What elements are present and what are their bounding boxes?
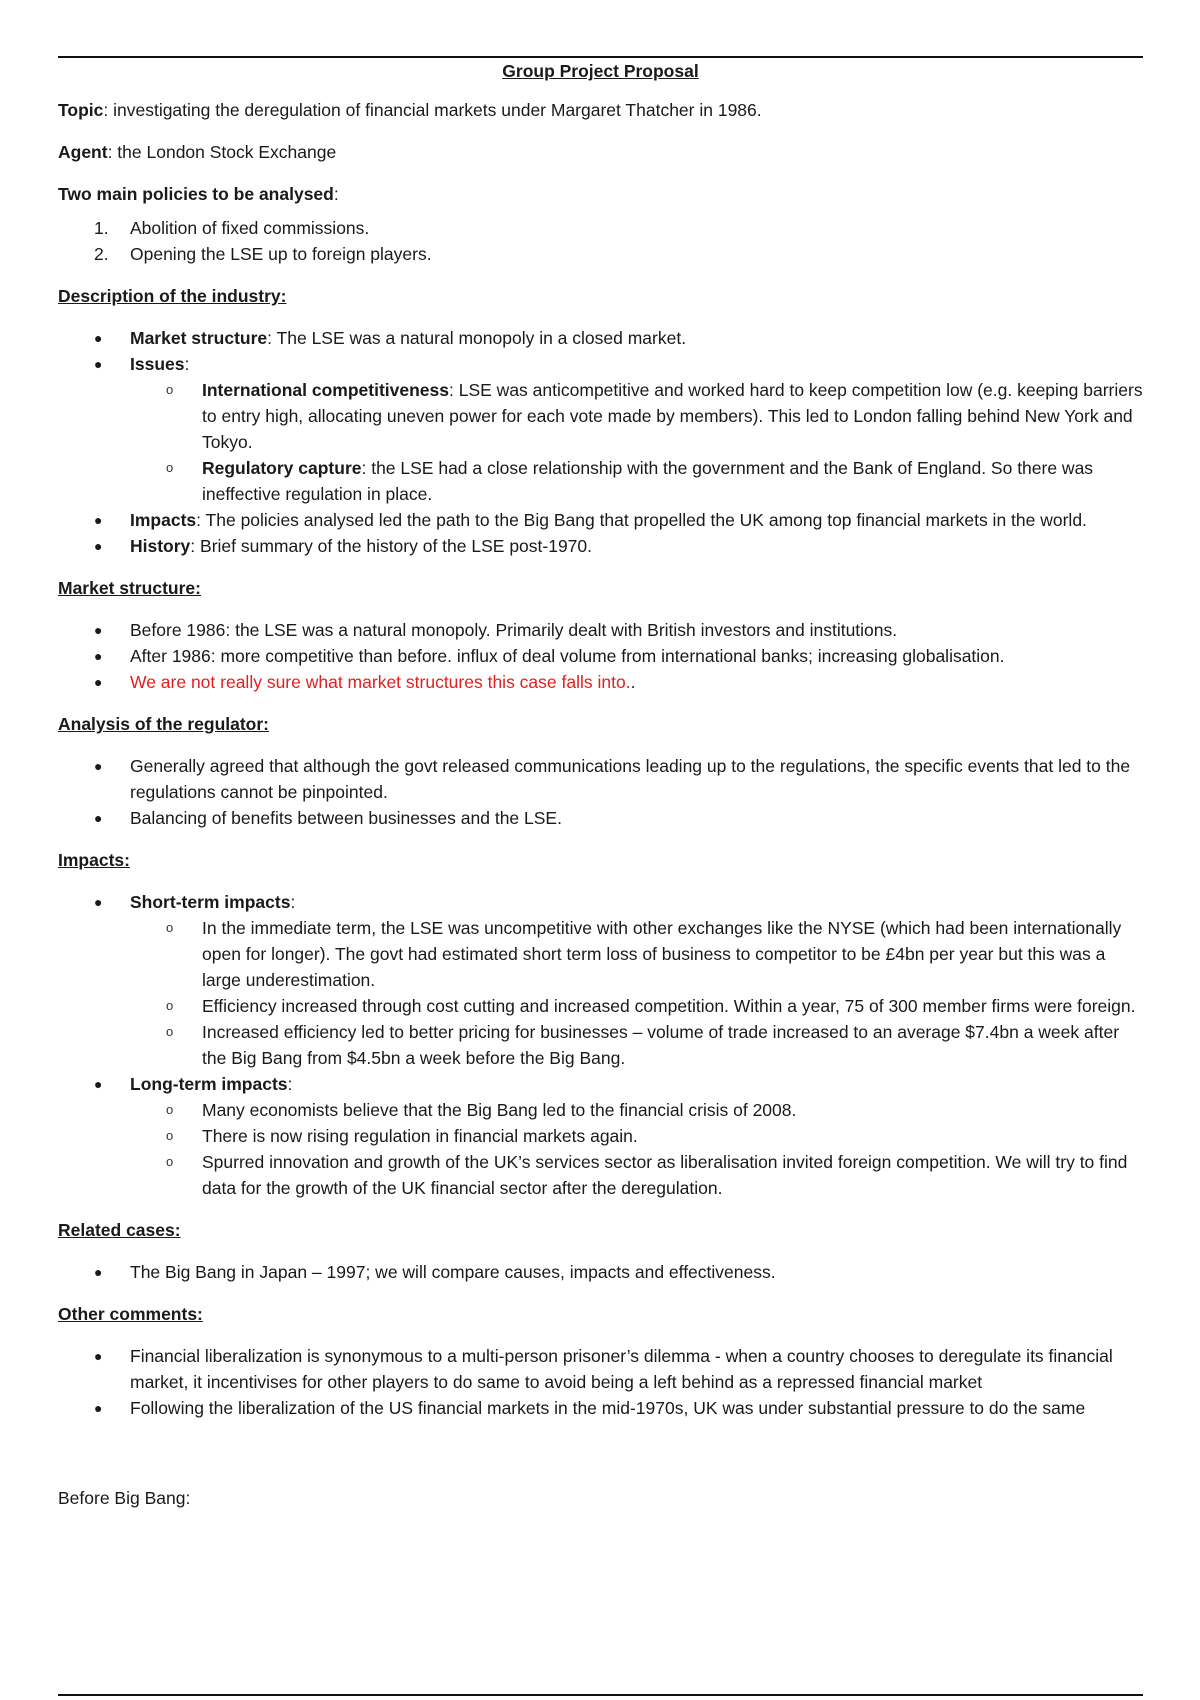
market-structure-list <box>58 617 1143 695</box>
circle-bullet-icon: o <box>166 1128 174 1143</box>
red-note-text: We are not really sure what market structures this case falls into. <box>130 672 631 692</box>
item-text: : The policies analysed led the path to the Big Bang that propelled the UK among top financial markets in the world. <box>196 510 1087 530</box>
sub-list-item <box>130 1019 1143 1071</box>
item-text: Generally agreed that although the govt released communications leading up to the regulations, the specific events that led to the regulations cannot be pinpointed. <box>130 756 1131 802</box>
list-number: 2. <box>94 244 109 264</box>
item-text: Before 1986: the LSE was a natural monopoly. Primarily dealt with British investors and institutions. <box>130 620 898 640</box>
sub-list-item <box>130 1123 1143 1149</box>
list-item <box>58 1343 1143 1395</box>
list-item <box>58 1395 1143 1421</box>
item-label: International competitiveness <box>202 380 450 400</box>
item-colon: : <box>184 354 190 374</box>
circle-bullet-icon: o <box>166 920 174 935</box>
item-label: Impacts <box>130 510 197 530</box>
issues-sublist <box>130 377 1143 507</box>
bullet-icon: ● <box>94 330 103 346</box>
topic-text: : investigating the deregulation of financial markets under Margaret Thatcher in 1986. <box>103 100 762 120</box>
other-comments-heading: Other comments: <box>58 1304 203 1324</box>
policies-colon: : <box>333 184 339 204</box>
list-item <box>58 617 1143 643</box>
item-text: Financial liberalization is synonymous to a multi-person prisoner’s dilemma - when a country chooses to deregulate its financial market, it incentivises for other players to do same to avoid being a left behind as a repressed financial market <box>130 1346 1113 1392</box>
agent-text: : the London Stock Exchange <box>107 142 337 162</box>
list-item <box>58 1071 1143 1201</box>
before-big-bang-line: Before Big Bang: <box>58 1488 191 1508</box>
short-term-sublist <box>130 915 1143 1071</box>
list-item <box>58 351 1143 507</box>
list-number: 1. <box>94 218 109 238</box>
agent-line <box>58 139 1143 165</box>
item-colon: : <box>287 1074 293 1094</box>
item-text: : LSE was anticompetitive and worked hard to keep competition low (e.g. keeping barriers to entry high, allocating uneven power for each vote made by members). This led to London falling behind New York and Tokyo. <box>202 380 1143 452</box>
item-text: In the immediate term, the LSE was uncompetitive with other exchanges like the NYSE (which had been internationally open for longer). The govt had estimated short term loss of business to competitor to be £4bn per year but this was a large underestimation. <box>202 918 1122 990</box>
sub-list-item <box>130 1097 1143 1123</box>
item-text: : the LSE had a close relationship with the government and the Bank of England. So there was ineffective regulation in place. <box>202 458 1094 504</box>
policy-item <box>58 241 1143 267</box>
other-comments-list <box>58 1343 1143 1421</box>
item-text: Spurred innovation and growth of the UK’s services sector as liberalisation invited foreign competition. We will try to find data for the growth of the UK financial sector after the deregulation. <box>202 1152 1128 1198</box>
list-item <box>58 643 1143 669</box>
bullet-icon: ● <box>94 810 103 826</box>
policy-text: Abolition of fixed commissions. <box>130 218 370 238</box>
bullet-icon: ● <box>94 894 103 910</box>
list-item <box>58 669 1143 695</box>
item-label: Long-term impacts <box>130 1074 288 1094</box>
industry-list <box>58 325 1143 559</box>
bullet-icon: ● <box>94 648 103 664</box>
related-cases-list <box>58 1259 1143 1285</box>
trailing-period: . <box>630 672 636 692</box>
circle-bullet-icon: o <box>166 1102 174 1117</box>
agent-label: Agent <box>58 142 108 162</box>
bullet-icon: ● <box>94 758 103 774</box>
item-colon: : <box>290 892 296 912</box>
policies-list <box>58 215 1143 267</box>
bottom-rule <box>58 1694 1143 1696</box>
sub-list-item <box>130 1149 1143 1201</box>
policy-item <box>58 215 1143 241</box>
bullet-icon: ● <box>94 538 103 554</box>
bullet-icon: ● <box>94 1400 103 1416</box>
item-label: Regulatory capture <box>202 458 362 478</box>
item-text: : Brief summary of the history of the LSE post-1970. <box>190 536 593 556</box>
item-text: : The LSE was a natural monopoly in a closed market. <box>267 328 687 348</box>
related-cases-heading: Related cases: <box>58 1220 181 1240</box>
spacer <box>58 1437 1143 1485</box>
item-text: After 1986: more competitive than before. influx of deal volume from international banks; increasing globalisation. <box>130 646 1005 666</box>
circle-bullet-icon: o <box>166 1024 174 1039</box>
sub-list-item <box>130 993 1143 1019</box>
regulator-heading: Analysis of the regulator: <box>58 714 270 734</box>
circle-bullet-icon: o <box>166 998 174 1013</box>
document-title: Group Project Proposal <box>502 61 699 81</box>
item-label: Market structure <box>130 328 268 348</box>
regulator-list <box>58 753 1143 831</box>
long-term-sublist <box>130 1097 1143 1201</box>
list-item <box>58 805 1143 831</box>
bullet-icon: ● <box>94 356 103 372</box>
circle-bullet-icon: o <box>166 1154 174 1169</box>
document-page <box>58 0 1143 1700</box>
list-item <box>58 507 1143 533</box>
item-text: Following the liberalization of the US financial markets in the mid-1970s, UK was under substantial pressure to do the same <box>130 1398 1086 1418</box>
document-body <box>58 58 1143 1527</box>
impacts-list <box>58 889 1143 1201</box>
policy-text: Opening the LSE up to foreign players. <box>130 244 432 264</box>
item-text: Efficiency increased through cost cutting and increased competition. Within a year, 75 of 300 member firms were foreign. <box>202 996 1136 1016</box>
circle-bullet-icon: o <box>166 460 174 475</box>
industry-heading: Description of the industry: <box>58 286 287 306</box>
bullet-icon: ● <box>94 512 103 528</box>
sub-list-item <box>130 455 1143 507</box>
bullet-icon: ● <box>94 1264 103 1280</box>
bullet-icon: ● <box>94 1076 103 1092</box>
policies-label: Two main policies to be analysed <box>58 184 334 204</box>
topic-line <box>58 97 1143 123</box>
impacts-heading: Impacts: <box>58 850 130 870</box>
item-label: Short-term impacts <box>130 892 291 912</box>
market-structure-heading: Market structure: <box>58 578 201 598</box>
item-text: Balancing of benefits between businesses and the LSE. <box>130 808 562 828</box>
sub-list-item <box>130 377 1143 455</box>
list-item <box>58 753 1143 805</box>
item-label: History <box>130 536 191 556</box>
item-text: Many economists believe that the Big Bang led to the financial crisis of 2008. <box>202 1100 797 1120</box>
bullet-icon: ● <box>94 1348 103 1364</box>
list-item <box>58 325 1143 351</box>
bullet-icon: ● <box>94 622 103 638</box>
topic-label: Topic <box>58 100 104 120</box>
bullet-icon: ● <box>94 674 103 690</box>
item-text: There is now rising regulation in financial markets again. <box>202 1126 638 1146</box>
item-text: Increased efficiency led to better pricing for businesses – volume of trade increased to an average $7.4bn a week after the Big Bang from $4.5bn a week before the Big Bang. <box>202 1022 1120 1068</box>
item-text: The Big Bang in Japan – 1997; we will compare causes, impacts and effectiveness. <box>130 1262 776 1282</box>
list-item <box>58 1259 1143 1285</box>
item-label: Issues <box>130 354 185 374</box>
sub-list-item <box>130 915 1143 993</box>
policies-heading <box>58 181 1143 207</box>
list-item <box>58 533 1143 559</box>
list-item <box>58 889 1143 1071</box>
circle-bullet-icon: o <box>166 382 174 397</box>
